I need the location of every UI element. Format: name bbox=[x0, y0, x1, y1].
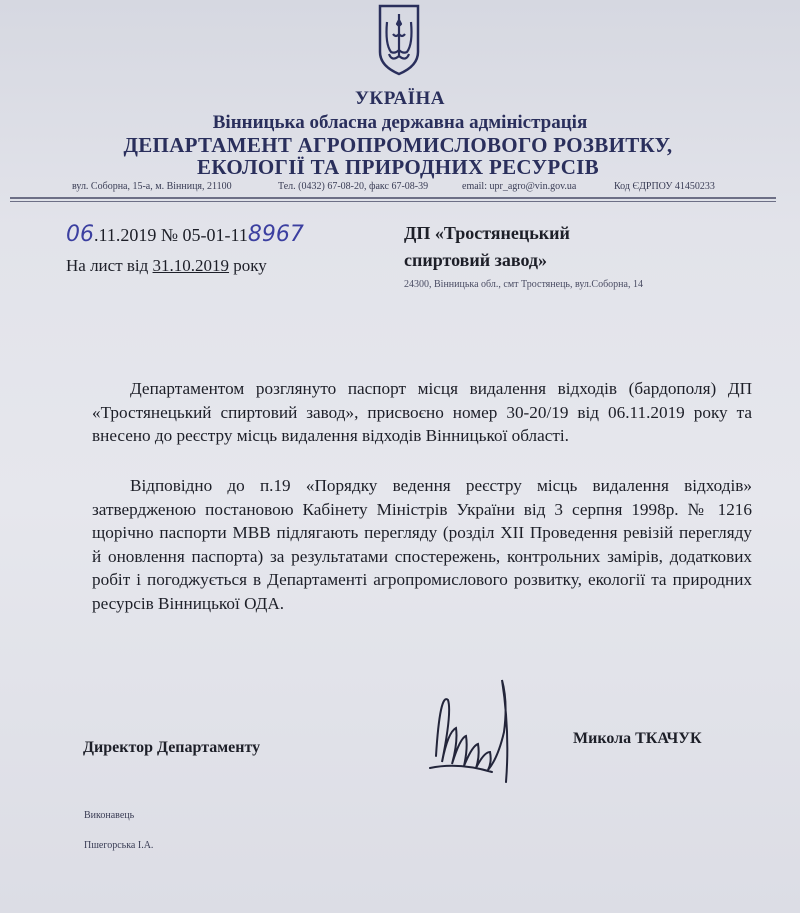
dept-edrpou: Код ЄДРПОУ 41450233 bbox=[614, 181, 715, 192]
signatory-position: Директор Департаменту bbox=[83, 739, 261, 756]
department-title-line2: ЕКОЛОГІЇ ТА ПРИРОДНИХ РЕСУРСІВ bbox=[197, 155, 599, 179]
addressee-line1: ДП «Тростянецький bbox=[404, 223, 570, 243]
dept-address: вул. Соборна, 15-а, м. Вінниця, 21100 bbox=[72, 181, 232, 192]
addressee-address: 24300, Вінницька обл., смт Тростянець, вул.Соборна, 14 bbox=[404, 279, 643, 290]
administration-title: Вінницька обласна державна адміністрація bbox=[212, 112, 588, 133]
executor-label: Виконавець bbox=[84, 810, 135, 821]
body-paragraph-2: Відповідно до п.19 «Порядку ведення реєстру місць видалення відходів» затвердженою постановою Кабінету Міністрів України від 3 серпня 1998р. № 1216 щорічно паспорти МВВ підлягають перегляду (розділ XII Проведення ревізій перегляду й оновлення паспорта) за результатами спостережень, контрольних замірів, додаткових робіт і погоджується в Департаменті агропромислового розвитку, екології та природних ресурсів Вінницької ОДА. bbox=[92, 476, 752, 613]
reply-suffix: року bbox=[229, 256, 267, 275]
header-divider bbox=[10, 197, 776, 202]
dept-email: email: upr_agro@vin.gov.ua bbox=[462, 181, 577, 192]
executor-name: Пшегорська І.А. bbox=[84, 840, 154, 851]
reply-prefix: На лист від bbox=[66, 256, 153, 275]
addressee bbox=[404, 220, 704, 274]
handwritten-number: 8967 bbox=[247, 222, 304, 247]
body-paragraph-1: Департаментом розглянуто паспорт місця видалення відходів (бардополя) ДП «Тростянецький спиртовий завод», присвоєно номер 30-20/19 від 06.11.2019 року та внесено до реєстру місць видалення відходів Вінницької області. bbox=[92, 379, 752, 445]
signatory-name: Микола ТКАЧУК bbox=[573, 730, 702, 747]
handwritten-day: 06 bbox=[66, 222, 94, 247]
reply-reference bbox=[66, 256, 267, 276]
handwritten-signature bbox=[418, 672, 548, 802]
department-title-line1: ДЕПАРТАМЕНТ АГРОПРОМИСЛОВОГО РОЗВИТКУ, bbox=[123, 133, 673, 157]
addressee-line2: спиртовий завод» bbox=[404, 250, 548, 270]
country-title: УКРАЇНА bbox=[354, 88, 445, 109]
coat-of-arms-icon bbox=[376, 4, 422, 76]
outgoing-date-number bbox=[66, 222, 304, 247]
reply-date: 31.10.2019 bbox=[152, 256, 230, 275]
outgoing-date-rest: .11.2019 № 05-01-11 bbox=[94, 225, 248, 245]
dept-phone: Тел. (0432) 67-08-20, факс 67-08-39 bbox=[278, 181, 429, 192]
